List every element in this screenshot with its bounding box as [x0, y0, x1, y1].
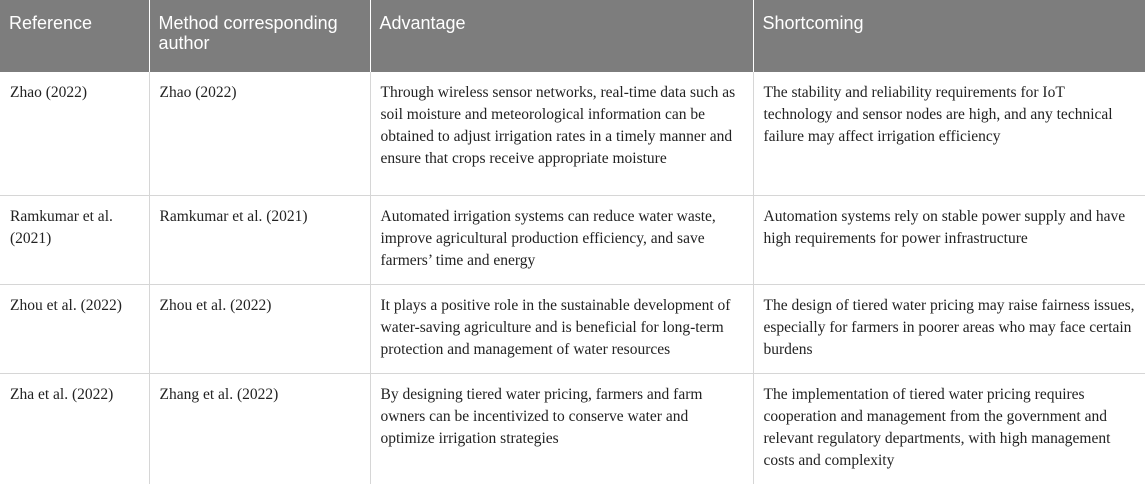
- header-shortcoming: Shortcoming: [753, 0, 1145, 72]
- header-method-author: Method corresponding author: [149, 0, 370, 72]
- table-row: [0, 373, 1145, 484]
- header-reference: Reference: [0, 0, 149, 72]
- cell-advantage: It plays a positive role in the sustainable development of water-saving agriculture and is beneficial for long-term protection and management of water resources: [370, 284, 753, 373]
- cell-reference: Ramkumar et al. (2021): [0, 195, 149, 284]
- cell-shortcoming: The implementation of tiered water pricing requires cooperation and management from the government and relevant regulatory departments, with high management costs and complexity: [763, 385, 1111, 469]
- header-advantage: Advantage: [370, 0, 753, 72]
- cell-shortcoming: The stability and reliability requirements for IoT technology and sensor nodes are high, and any technical failure may affect irrigation efficiency: [753, 72, 1145, 195]
- cell-author: Ramkumar et al. (2021): [149, 195, 370, 284]
- header-row: [0, 0, 1145, 72]
- cell-shortcoming: Automation systems rely on stable power supply and have high requirements for power infrastructure: [753, 195, 1145, 284]
- cell-shortcoming: The design of tiered water pricing may raise fairness issues, especially for farmers in poorer areas who may face certain burdens: [753, 284, 1145, 373]
- cell-advantage: Automated irrigation systems can reduce water waste, improve agricultural production efficiency, and save farmers’ time and energy: [370, 195, 753, 284]
- table-row: [0, 195, 1145, 284]
- table-row: [0, 72, 1145, 195]
- cell-author: Zhao (2022): [149, 72, 370, 195]
- cell-author: Zhou et al. (2022): [149, 284, 370, 373]
- table-row: [0, 284, 1145, 373]
- cell-reference: Zhao (2022): [0, 72, 149, 195]
- cell-reference: Zhou et al. (2022): [0, 284, 149, 373]
- cell-advantage: Through wireless sensor networks, real-time data such as soil moisture and meteorological information can be obtained to adjust irrigation rates in a timely manner and ensure that crops receive appropriate moisture: [370, 72, 753, 195]
- table-header: [0, 0, 1145, 72]
- cell-reference: Zha et al. (2022): [0, 373, 149, 484]
- table-body: [0, 72, 1145, 484]
- cell-author: Zhang et al. (2022): [149, 373, 370, 484]
- cell-advantage: By designing tiered water pricing, farmers and farm owners can be incentivized to conserve water and optimize irrigation strategies: [370, 373, 753, 484]
